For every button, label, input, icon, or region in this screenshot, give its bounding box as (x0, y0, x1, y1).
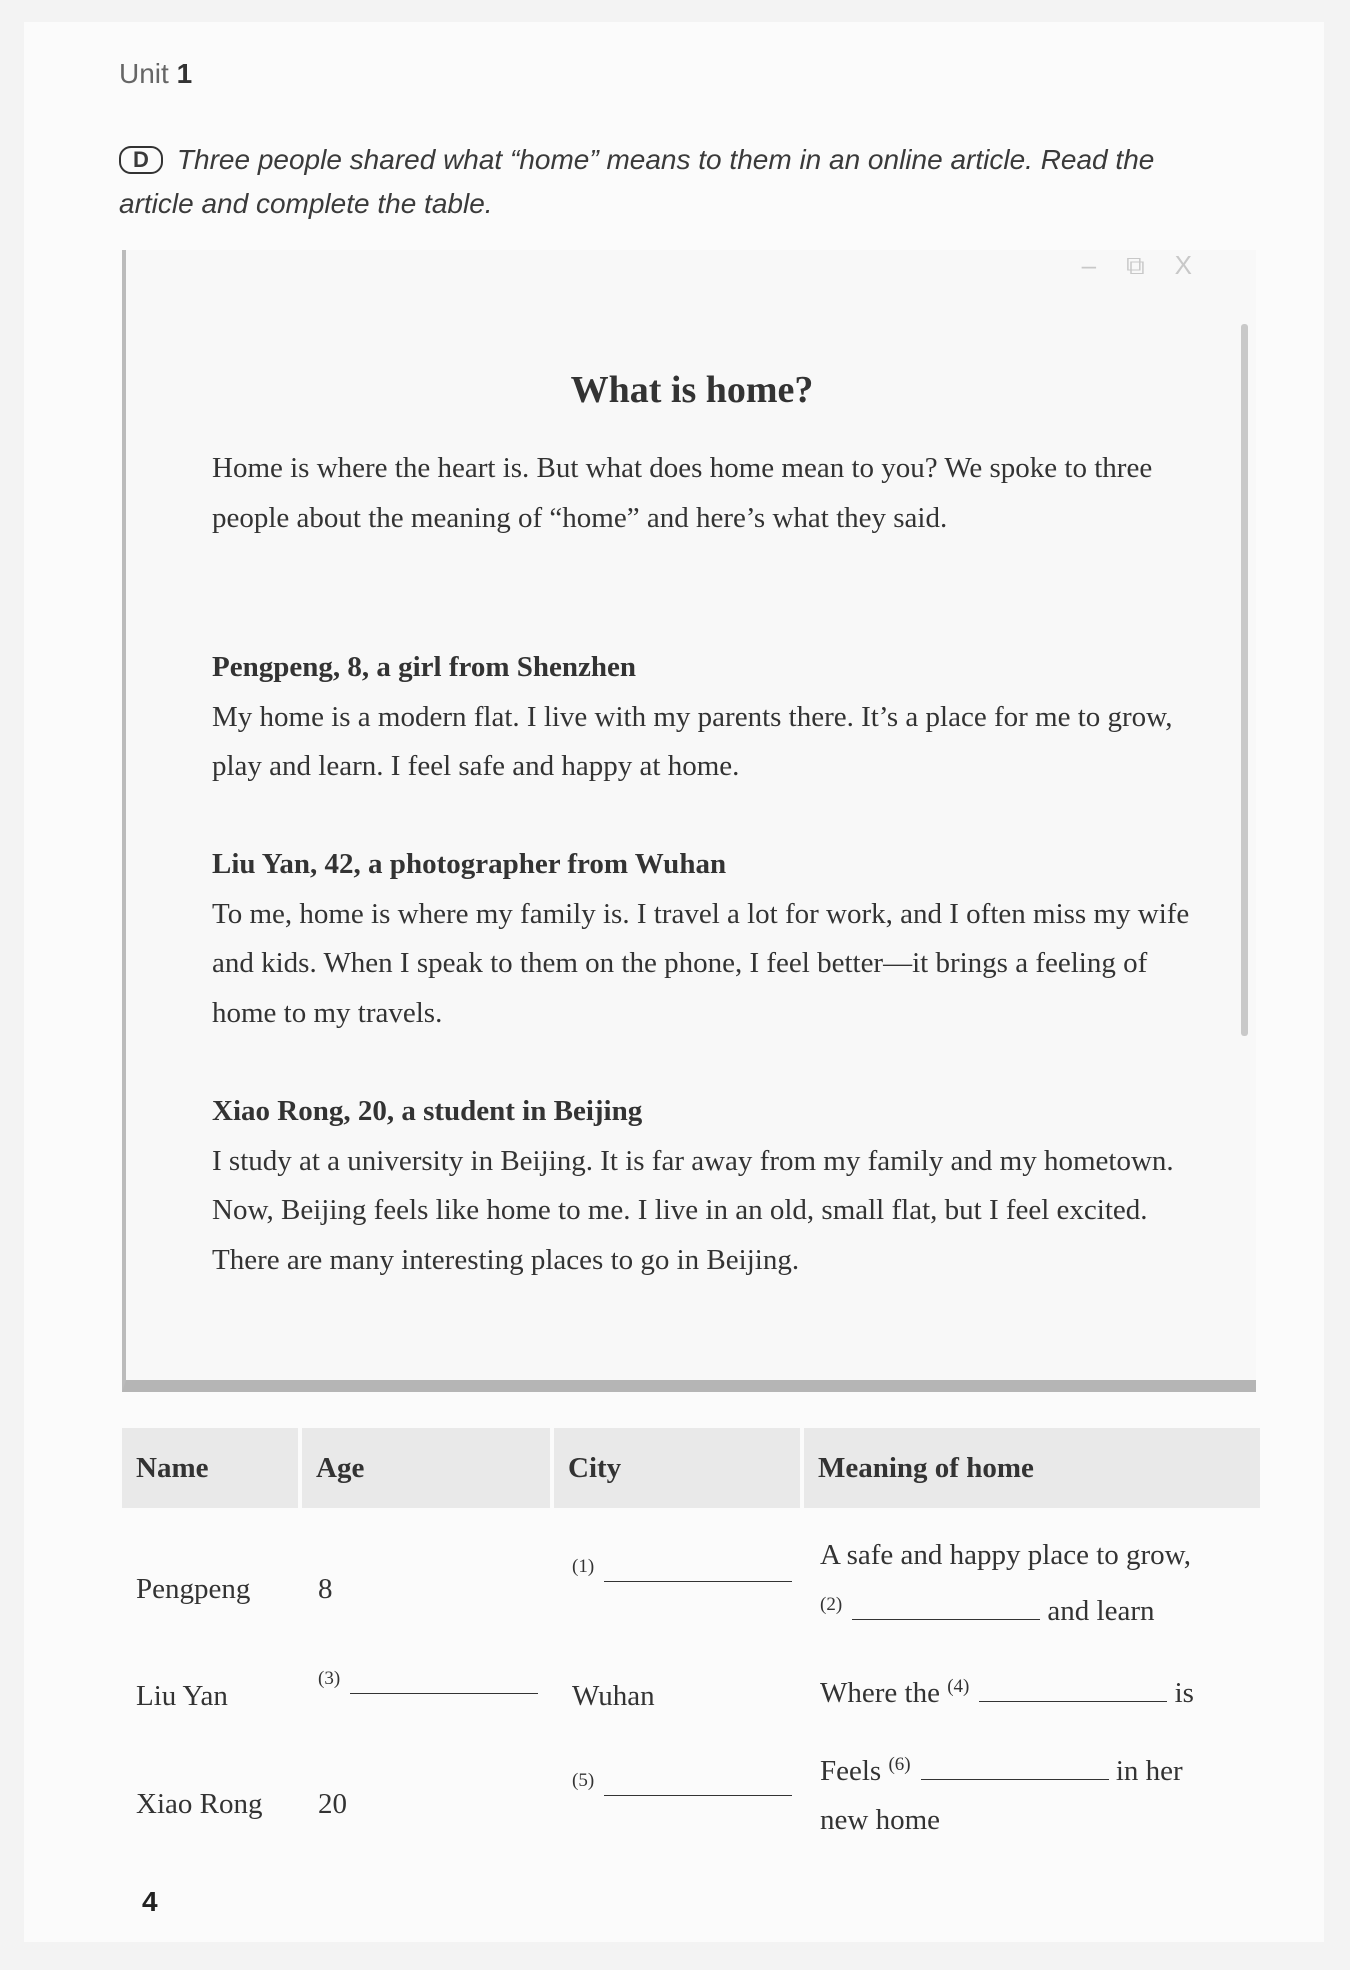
person-heading: Pengpeng, 8, a girl from Shenzhen (212, 651, 636, 683)
header-age: Age (302, 1428, 550, 1508)
unit-number: 1 (176, 58, 193, 89)
row-2-name: Liu Yan (136, 1680, 228, 1712)
exercise-instruction (119, 138, 1229, 226)
meaning-text: is (1174, 1677, 1194, 1709)
row-3-city (572, 1770, 792, 1804)
instruction-text: Three people shared what “home” means to them in an online article. Read the article and complete the table. (119, 144, 1155, 219)
article-section (212, 643, 1192, 792)
blank-number: (3) (318, 1668, 341, 1689)
row-1-age: 8 (318, 1573, 333, 1605)
meaning-text: Feels (820, 1755, 882, 1787)
header-name: Name (122, 1428, 298, 1508)
person-text: I study at a university in Beijing. It is far away from my family and my hometown. Now, Beijing feels like home to me. I live in an old, small flat, but I feel excited. There are many interesting places to go in Beijing. (212, 1144, 1174, 1276)
header-meaning: Meaning of home (804, 1428, 1260, 1508)
row-3-name: Xiao Rong (136, 1788, 263, 1820)
blank-number: (2) (820, 1594, 843, 1615)
article-window (122, 250, 1256, 1392)
row-3-age: 20 (318, 1788, 347, 1820)
row-1-meaning (820, 1531, 1191, 1636)
blank-number: (6) (888, 1754, 911, 1775)
scrollbar[interactable] (1241, 324, 1248, 1036)
person-text: My home is a modern flat. I live with my parents there. It’s a place for me to grow, play and learn. I feel safe and happy at home. (212, 700, 1173, 782)
blank-number: (1) (572, 1556, 595, 1577)
table-header (122, 1428, 1260, 1508)
minimize-icon[interactable]: – (1081, 250, 1127, 280)
page-number: 4 (142, 1886, 158, 1917)
restore-icon[interactable]: ⧉ (1126, 250, 1175, 280)
blank-number: (5) (572, 1770, 595, 1791)
row-3-meaning (820, 1740, 1183, 1845)
meaning-text: new home (820, 1804, 940, 1836)
meaning-text: A safe and happy place to grow, (820, 1539, 1191, 1571)
close-icon[interactable]: X (1174, 250, 1222, 280)
row-2-city: Wuhan (572, 1680, 655, 1712)
meaning-text: Where the (820, 1677, 940, 1709)
window-controls (1082, 250, 1222, 282)
article-title: What is home? (570, 369, 814, 411)
unit-label (119, 58, 192, 90)
meaning-text: in her (1115, 1755, 1183, 1787)
header-city: City (554, 1428, 800, 1508)
article-section (212, 840, 1192, 1038)
article-section (212, 1087, 1192, 1285)
meaning-text: and learn (1047, 1595, 1155, 1627)
exercise-letter-badge: D (119, 146, 163, 174)
answer-blank[interactable] (350, 1671, 538, 1694)
article-intro: Home is where the heart is. But what does home mean to you? We spoke to three people about the meaning of “home” and here’s what they said. (212, 452, 1153, 534)
answer-blank[interactable] (852, 1597, 1040, 1620)
answer-blank[interactable] (921, 1757, 1109, 1780)
row-2-meaning (820, 1676, 1194, 1710)
unit-word: Unit (119, 58, 169, 89)
row-1-city (572, 1556, 792, 1590)
row-2-age (318, 1668, 538, 1702)
answer-blank[interactable] (604, 1559, 792, 1582)
answer-blank[interactable] (979, 1679, 1167, 1702)
person-text: To me, home is where my family is. I travel a lot for work, and I often miss my wife and kids. When I speak to them on the phone, I feel better—it brings a feeling of home to my travels. (212, 897, 1190, 1029)
blank-number: (4) (947, 1676, 970, 1697)
answer-blank[interactable] (604, 1773, 792, 1796)
person-heading: Liu Yan, 42, a photographer from Wuhan (212, 848, 727, 880)
row-1-name: Pengpeng (136, 1573, 251, 1605)
person-heading: Xiao Rong, 20, a student in Beijing (212, 1095, 643, 1127)
